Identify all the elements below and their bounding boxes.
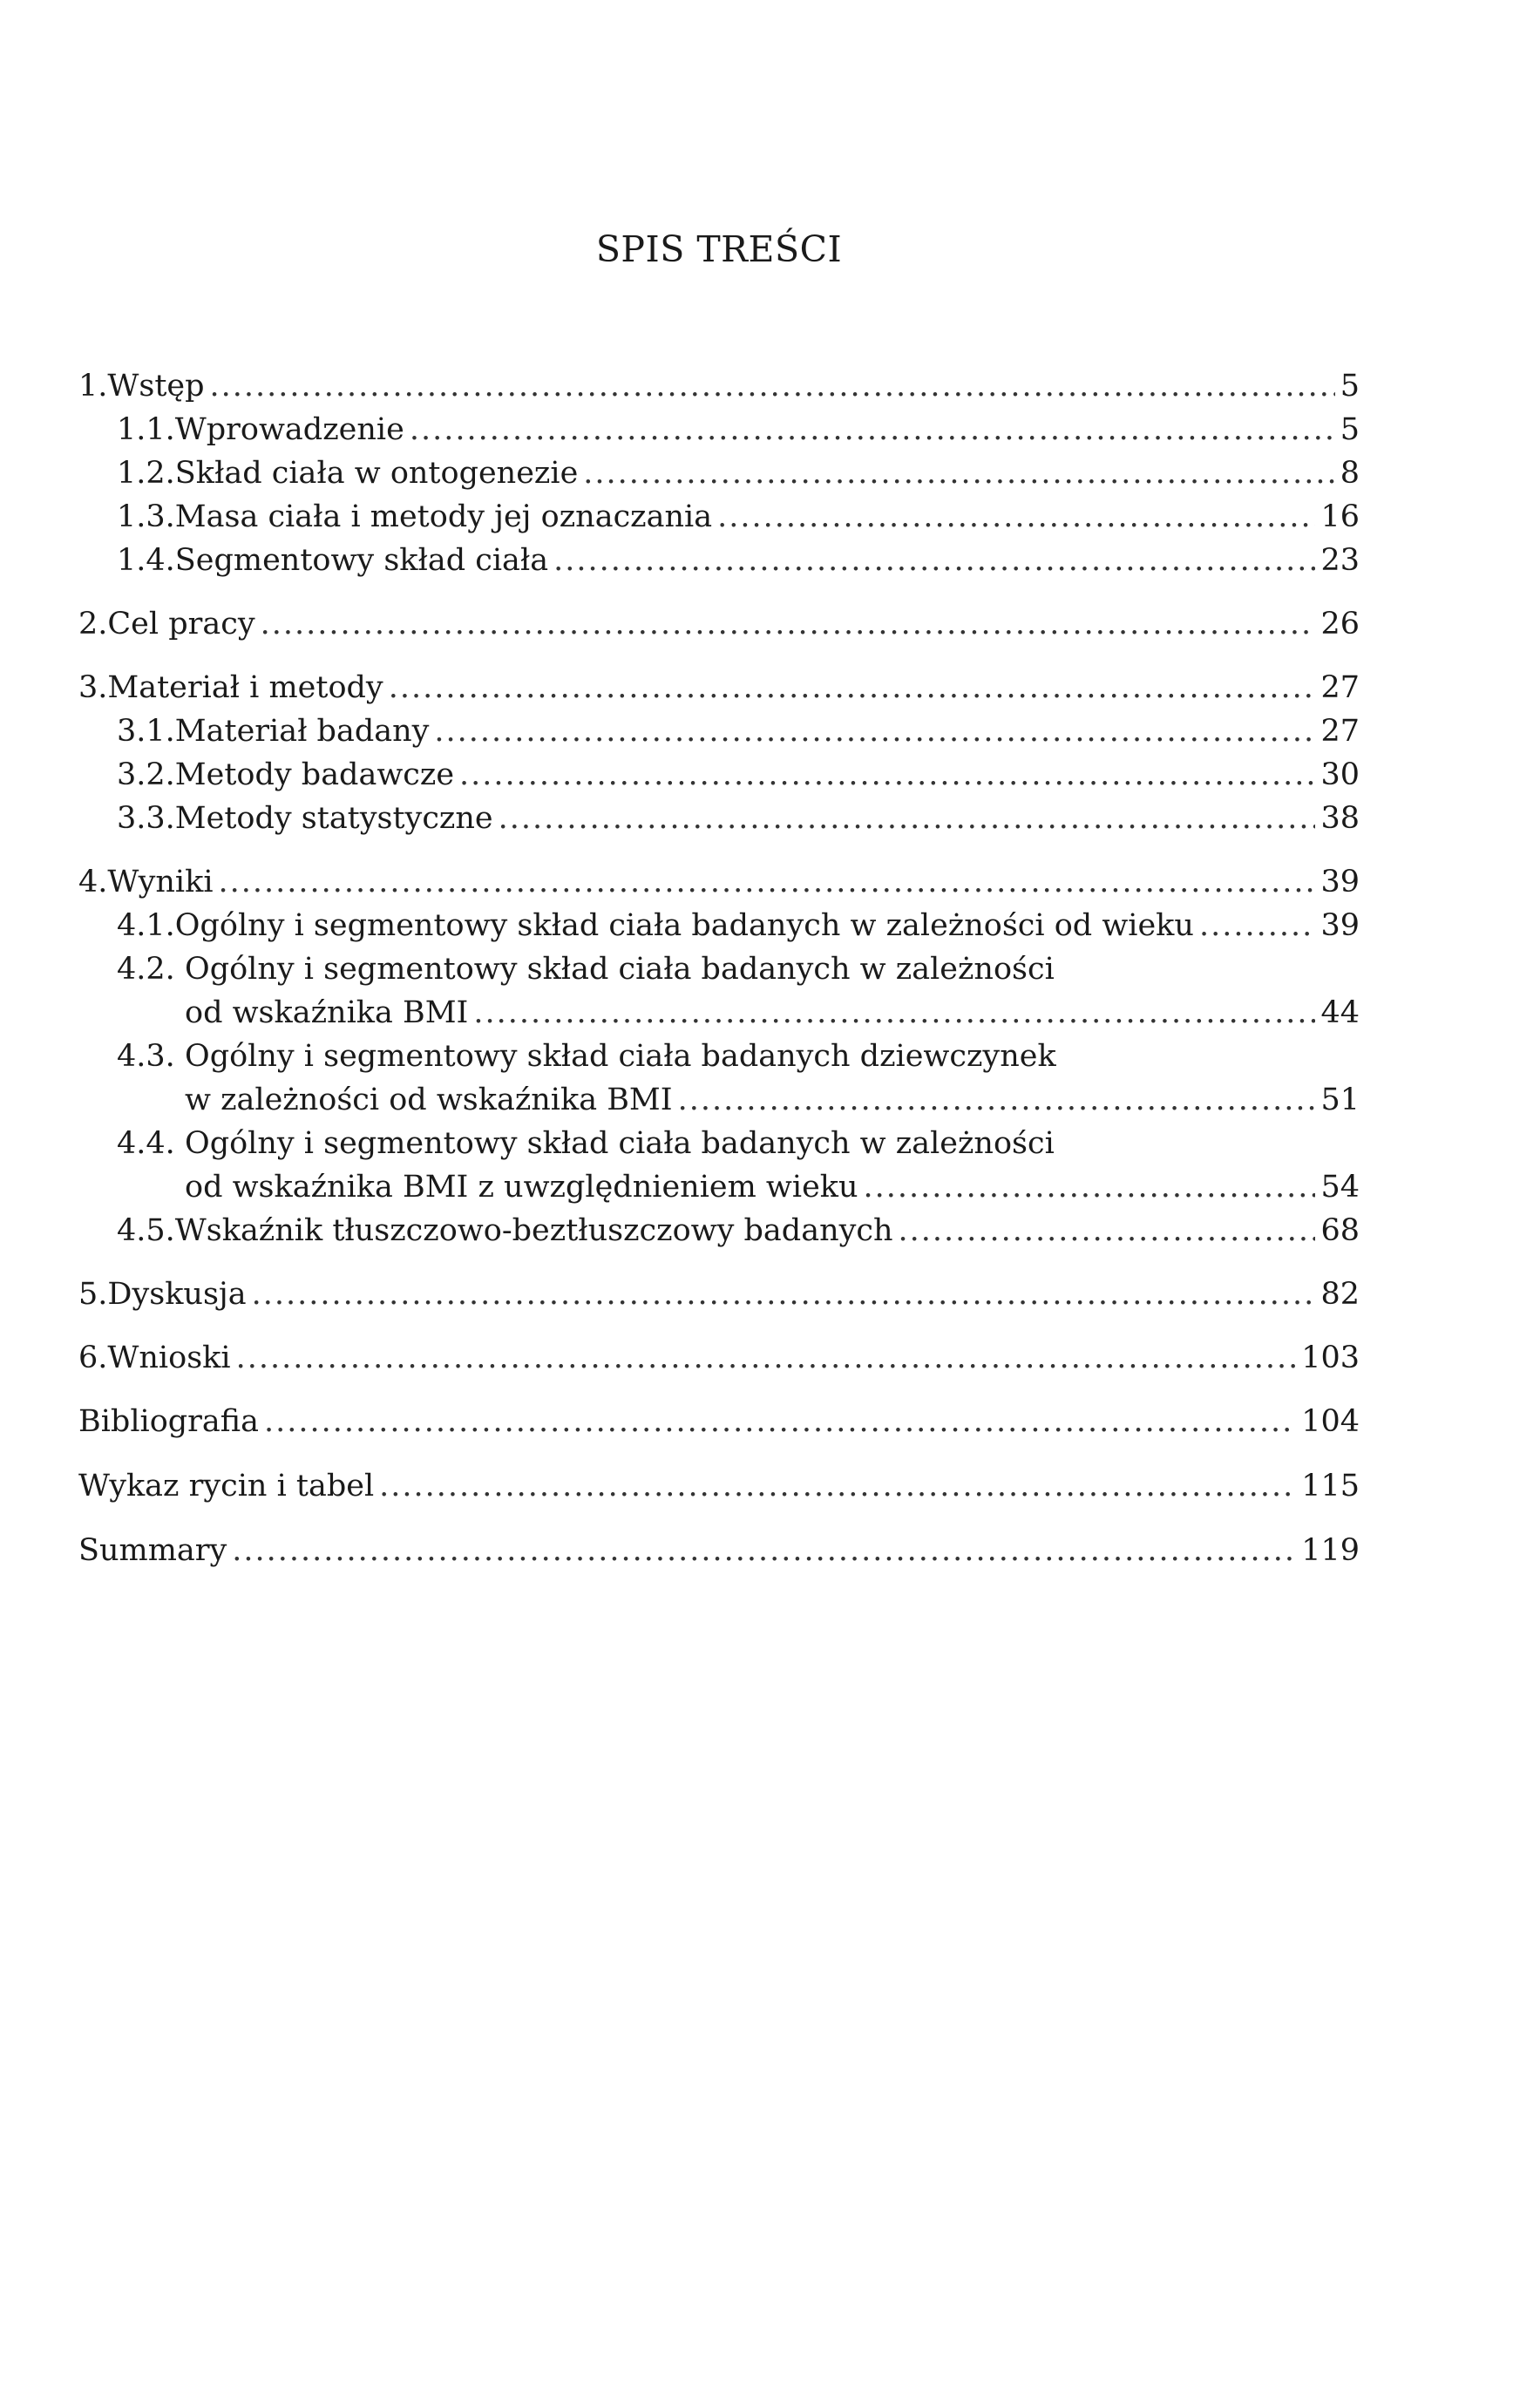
toc-number: 3.3.	[117, 801, 175, 836]
toc-number: 2.	[78, 607, 108, 641]
toc-page-number: 26	[1320, 607, 1360, 641]
toc-entry-5	[78, 1273, 1360, 1316]
toc-label: Wskaźnik tłuszczowo-beztłuszczowy badanych	[174, 1213, 893, 1248]
toc-entry-3-3	[78, 797, 1360, 840]
dot-leader	[232, 1529, 1296, 1572]
toc-page-number: 27	[1320, 714, 1360, 749]
toc-entry-4-5	[78, 1209, 1360, 1252]
page-title: SPIS TREŚCI	[595, 228, 843, 270]
toc-number: 1.4.	[117, 543, 175, 578]
toc-entry-4	[78, 860, 1360, 904]
toc-label: Ogólny i segmentowy skład ciała badanych w zależności od wieku	[174, 908, 1194, 943]
toc-page-number: 39	[1320, 908, 1360, 943]
dot-leader	[261, 602, 1316, 646]
toc-number: 3.2.	[117, 757, 175, 792]
toc-entry-6	[78, 1336, 1360, 1380]
toc-entry-figures	[78, 1464, 1360, 1509]
toc-page-number: 51	[1320, 1083, 1360, 1117]
dot-leader	[379, 1464, 1296, 1508]
toc-page-number: 5	[1340, 412, 1360, 447]
toc-label: Wykaz rycin i tabel	[78, 1469, 375, 1503]
toc-page-number: 54	[1320, 1170, 1360, 1205]
toc-page-number: 104	[1301, 1404, 1360, 1439]
dot-leader	[459, 753, 1315, 797]
toc-number: 4.4.	[117, 1126, 175, 1161]
toc-label: Materiał badany	[174, 714, 430, 749]
toc-entry-4-1	[78, 904, 1360, 947]
toc-entry-summary	[78, 1529, 1360, 1573]
toc-number: 6.	[78, 1341, 108, 1375]
toc-label: Summary	[78, 1533, 227, 1568]
toc-label: Cel pracy	[107, 607, 255, 641]
toc-entry-3-1	[78, 709, 1360, 753]
toc-entry-3-2	[78, 753, 1360, 797]
toc-label: Wstęp	[107, 369, 205, 404]
toc-number: 1.1.	[117, 412, 175, 447]
dot-leader	[264, 1400, 1296, 1443]
dot-leader	[899, 1209, 1316, 1252]
toc-entry-1-3	[78, 495, 1360, 539]
toc-page-number: 103	[1301, 1341, 1360, 1375]
toc-label-line1: Ogólny i segmentowy skład ciała badanych w zależności	[185, 1126, 1055, 1161]
toc-number: 5.	[78, 1277, 108, 1312]
toc-label: Metody badawcze	[174, 757, 455, 792]
toc-label-line1: Ogólny i segmentowy skład ciała badanych dziewczynek	[185, 1039, 1056, 1074]
toc-label-line2: w zależności od wskaźnika BMI	[185, 1083, 673, 1117]
toc-label: Wnioski	[107, 1341, 231, 1375]
toc-entry-1-2	[78, 451, 1360, 495]
dot-leader	[219, 860, 1316, 904]
toc-number: 4.3.	[117, 1039, 175, 1074]
toc-page-number: 30	[1320, 757, 1360, 792]
toc-number: 3.1.	[117, 714, 175, 749]
toc-label-line1: Ogólny i segmentowy skład ciała badanych w zależności	[185, 952, 1055, 987]
toc-number: 4.5.	[117, 1213, 175, 1248]
toc-entry-4-3	[78, 1035, 1360, 1078]
toc-number: 4.	[78, 865, 108, 899]
toc-page-number: 82	[1320, 1277, 1360, 1312]
dot-leader	[678, 1078, 1316, 1122]
toc-entry-3	[78, 666, 1360, 709]
toc-label: Masa ciała i metody jej oznaczania	[174, 499, 713, 534]
toc-page-number: 119	[1301, 1533, 1360, 1568]
dot-leader	[864, 1165, 1316, 1209]
dot-leader	[434, 709, 1315, 753]
toc-page-number: 8	[1340, 456, 1360, 491]
toc-label: Wyniki	[107, 865, 214, 899]
toc-page-number: 5	[1340, 369, 1360, 404]
toc-page-number: 44	[1320, 995, 1360, 1030]
dot-leader	[210, 364, 1335, 408]
toc-page-number: 23	[1320, 543, 1360, 578]
toc-label-line2: od wskaźnika BMI z uwzględnieniem wieku	[185, 1170, 858, 1205]
toc-entry-4-4-continued	[78, 1165, 1360, 1209]
toc-entry-1-4	[78, 539, 1360, 582]
toc-entry-1-1	[78, 408, 1360, 451]
dot-leader	[473, 991, 1315, 1035]
toc-page-number: 38	[1320, 801, 1360, 836]
toc-page-number: 115	[1301, 1469, 1360, 1503]
dot-leader	[389, 666, 1316, 709]
toc-page-number: 16	[1320, 499, 1360, 534]
toc-label: Materiał i metody	[107, 670, 383, 705]
toc-number: 3.	[78, 670, 108, 705]
toc-entry-bibliography	[78, 1400, 1360, 1444]
toc-label: Dyskusja	[107, 1277, 247, 1312]
toc-label: Segmentowy skład ciała	[174, 543, 549, 578]
toc-number: 4.1.	[117, 908, 175, 943]
toc-label-line2: od wskaźnika BMI	[185, 995, 469, 1030]
toc-number: 1.3.	[117, 499, 175, 534]
toc-page-number: 27	[1320, 670, 1360, 705]
toc-page-number: 39	[1320, 865, 1360, 899]
toc-label: Metody statystyczne	[174, 801, 493, 836]
toc-entry-4-4	[78, 1122, 1360, 1165]
toc-label: Skład ciała w ontogenezie	[174, 456, 579, 491]
toc-entry-4-3-continued	[78, 1078, 1360, 1122]
dot-leader	[410, 408, 1335, 451]
dot-leader	[717, 495, 1315, 539]
toc-entry-4-2	[78, 947, 1360, 991]
toc-entry-1	[78, 364, 1360, 408]
dot-leader	[553, 539, 1315, 582]
toc-number: 1.	[78, 369, 108, 404]
toc-label: Wprowadzenie	[174, 412, 404, 447]
toc-number: 1.2.	[117, 456, 175, 491]
toc-label: Bibliografia	[78, 1404, 259, 1439]
dot-leader	[499, 797, 1316, 840]
dot-leader	[236, 1336, 1297, 1380]
toc-entry-4-2-continued	[78, 991, 1360, 1035]
toc-entry-2	[78, 602, 1360, 646]
table-of-contents	[78, 364, 1360, 1573]
toc-number: 4.2.	[117, 952, 175, 987]
toc-page-number: 68	[1320, 1213, 1360, 1248]
dot-leader	[252, 1273, 1316, 1316]
dot-leader	[583, 451, 1334, 495]
dot-leader	[1199, 904, 1316, 947]
